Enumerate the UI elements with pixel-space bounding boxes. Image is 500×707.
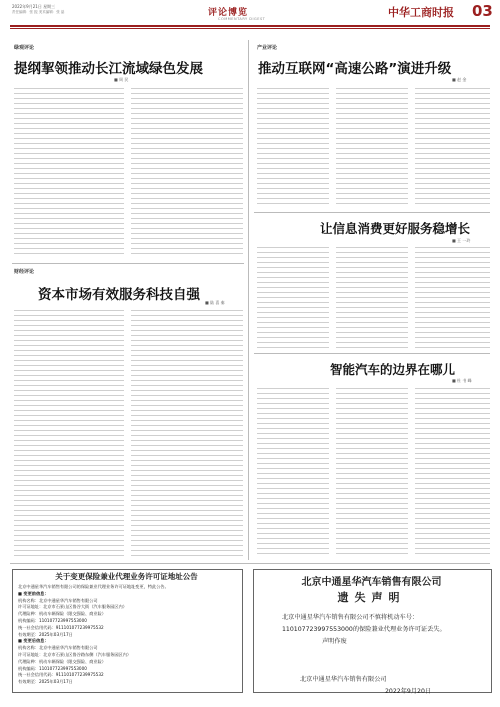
declaration-company: 北京中通星华汽车销售有限公司 (301, 577, 442, 588)
section-divider-right (254, 212, 490, 213)
article-4-byline: ■ 陆 喜 秦 (205, 300, 225, 305)
article-2-tag: 产业评论 (257, 45, 278, 51)
notice-line: 许可证地址：北京市石景山区鲁谷路东侧（汽车服务园区内） (18, 651, 132, 657)
article-3-body-col-3 (415, 247, 490, 349)
article-5-body-col-1 (257, 388, 329, 558)
notice-line: 有效期至：2025年03月17日 (18, 631, 73, 637)
header-rule (10, 25, 490, 27)
article-1-body-col-1 (14, 88, 124, 258)
article-2-body-col-2 (336, 88, 408, 208)
notice-line: 统一社会信用代码：911101077239975532 (18, 624, 104, 630)
notice-line: 许可证地址：北京市石景山区鲁谷大街（汽车服务园区内） (18, 604, 127, 610)
paper-name: 中华工商时报 (388, 6, 454, 19)
article-2-byline: ■ 赵 金 (452, 77, 467, 82)
article-3-body-col-2 (336, 247, 408, 349)
section-divider-right-2 (254, 353, 490, 354)
declaration-void-label: 声明作废 (322, 638, 347, 645)
declaration-text: 北京中通星华汽车销售有限公司不慎将机动车号：110107723997553000的保险兼业代理业务许可证丢失。 (282, 614, 446, 633)
header-rule-thin (10, 28, 490, 29)
notice-line: 有效期至：2025年03月17日 (18, 679, 73, 685)
article-1-body-col-2 (131, 88, 243, 258)
article-5-byline: ■ 杜 书 峰 (452, 378, 472, 383)
article-3-body-col-1 (257, 247, 329, 349)
article-4-body-col-2 (131, 310, 243, 558)
section-subtitle: COMMENTARY DIGEST (218, 17, 266, 21)
article-2-title: 推动互联网“高速公路”演进升级 (258, 61, 452, 77)
article-2-body-col-1 (257, 88, 329, 208)
article-3-title: 让信息消费更好服务稳增长 (320, 221, 471, 236)
article-4-title: 资本市场有效服务科技自强 (38, 287, 200, 303)
notice-body (18, 584, 238, 686)
article-3-byline: ■ 王 一玲 (452, 238, 471, 243)
notice-line: 机构编码：110107723997553000 (18, 617, 87, 623)
article-4-body-col-1 (14, 310, 124, 558)
article-1-title: 提纲挈领推动长江流域绿色发展 (14, 61, 203, 77)
header-editor-line: 责任编辑：张 振 美术编辑：张 晶 (12, 10, 65, 14)
article-1-tag: 绿观评论 (14, 45, 35, 51)
notice-title: 关于变更保险兼业代理业务许可证地址公告 (55, 572, 198, 581)
notice-line: 机构名称：北京中通星华汽车销售有限公司 (18, 597, 98, 603)
notice-line: 统一社会信用代码：911101077239975532 (18, 672, 104, 678)
section-title: 评论博览 (208, 8, 249, 18)
article-5-title: 智能汽车的边界在哪儿 (330, 362, 456, 377)
declaration-body (282, 612, 477, 648)
notice-line: 机构编码：110107723997553000 (18, 665, 87, 671)
article-5-body-col-2 (336, 388, 408, 558)
notice-line: ■ 变更前信息： (18, 590, 49, 596)
article-4-tag: 财经评论 (14, 269, 35, 275)
article-1-byline: ■ 周 民 (114, 77, 129, 82)
article-2-body-col-3 (415, 88, 490, 208)
page-number: 03 (472, 2, 493, 20)
ads-divider (10, 563, 490, 564)
notice-line: ■ 变更后信息： (18, 638, 49, 644)
notice-line: 代理险种：机动车辆保险（限交强险、商业险） (18, 611, 106, 617)
article-5-body-col-3 (415, 388, 490, 558)
declaration-title: 遗失声明 (337, 591, 406, 604)
notice-line: 机构名称：北京中通星华汽车销售有限公司 (18, 645, 98, 651)
notice-line: 代理险种：机动车辆保险（限交强险、商业险） (18, 658, 106, 664)
notice-line: 北京中通星华汽车销售有限公司的保险兼业代理业务许可证地址变更，特此公告。 (18, 584, 169, 589)
declaration-date: 2022年9月20日 (385, 688, 432, 695)
section-divider-left (12, 263, 244, 264)
column-divider (248, 40, 249, 560)
declaration-signer: 北京中通星华汽车销售有限公司 (300, 676, 387, 683)
header-date-line: 2022年9月21日 星期三 (12, 4, 56, 9)
